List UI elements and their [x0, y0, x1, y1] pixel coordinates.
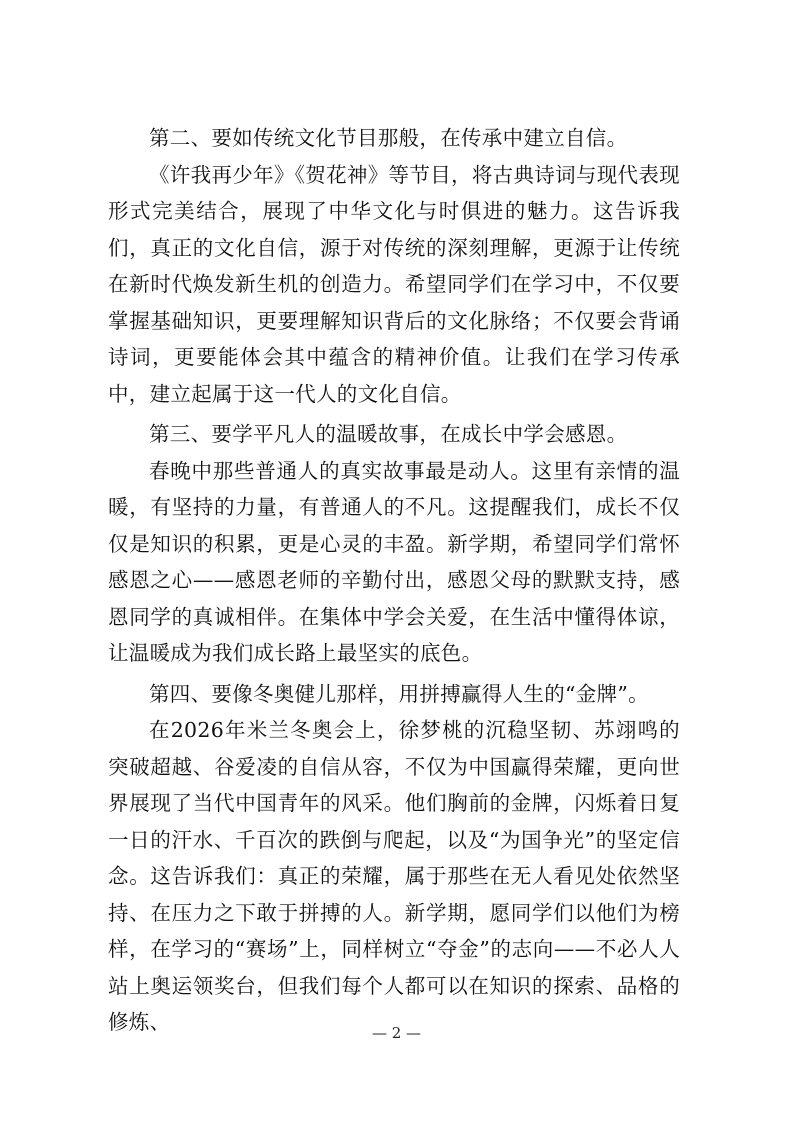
page-number: — 2 —: [371, 1024, 422, 1042]
section-heading: 第四、要像冬奥健儿那样，用拼搏赢得人生的“金牌”。: [149, 681, 649, 706]
section-paragraph: 《许我再少年》《贺花神》等节目，将古典诗词与现代表现形式完美结合，展现了中华文化与时俱进的魅力。这告诉我们，真正的文化自信，源于对传统的深刻理解，更源于让传统在新时代焕发新生机的创造力。希望同学们在学习中，不仅要掌握基础知识，更要理解知识背后的文化脉络；不仅要会背诵诗词，更要能体会其中蕴含的精神价值。让我们在学习传承中，建立起属于这一代人的文化自信。: [108, 162, 680, 406]
section-paragraph: 春晚中那些普通人的真实故事最是动人。这里有亲情的温暖，有坚持的力量，有普通人的不凡。这提醒我们，成长不仅仅是知识的积累，更是心灵的丰盈。新学期，希望同学们常怀感恩之心——感恩老师的辛勤付出，感恩父母的默默支持，感恩同学的真诚相伴。在集体中学会关爱，在生活中懂得体谅，让温暖成为我们成长路上最坚实的底色。: [108, 458, 680, 665]
section-paragraph: 在2026年米兰冬奥会上，徐梦桃的沉稳坚韧、苏翊鸣的突破超越、谷爱凌的自信从容，不仅为中国赢得荣耀，更向世界展现了当代中国青年的风采。他们胸前的金牌，闪烁着日复一日的汗水、千百次的跌倒与爬起，以及“为国争光”的坚定信念。这告诉我们：真正的荣耀，属于那些在无人看见处依然坚持、在压力之下敢于拼搏的人。新学期，愿同学们以他们为榜样，在学习的“赛场”上，同样树立“夺金”的志向——不必人人站上奥运领奖台，但我们每个人都可以在知识的探索、品格的修炼、: [108, 718, 680, 1034]
section-heading: 第三、要学平凡人的温暖故事，在成长中学会感恩。: [149, 422, 628, 446]
document-body: [108, 116, 680, 1041]
section-heading: 第二、要如传统文化节目那般，在传承中建立自信。: [149, 126, 628, 150]
